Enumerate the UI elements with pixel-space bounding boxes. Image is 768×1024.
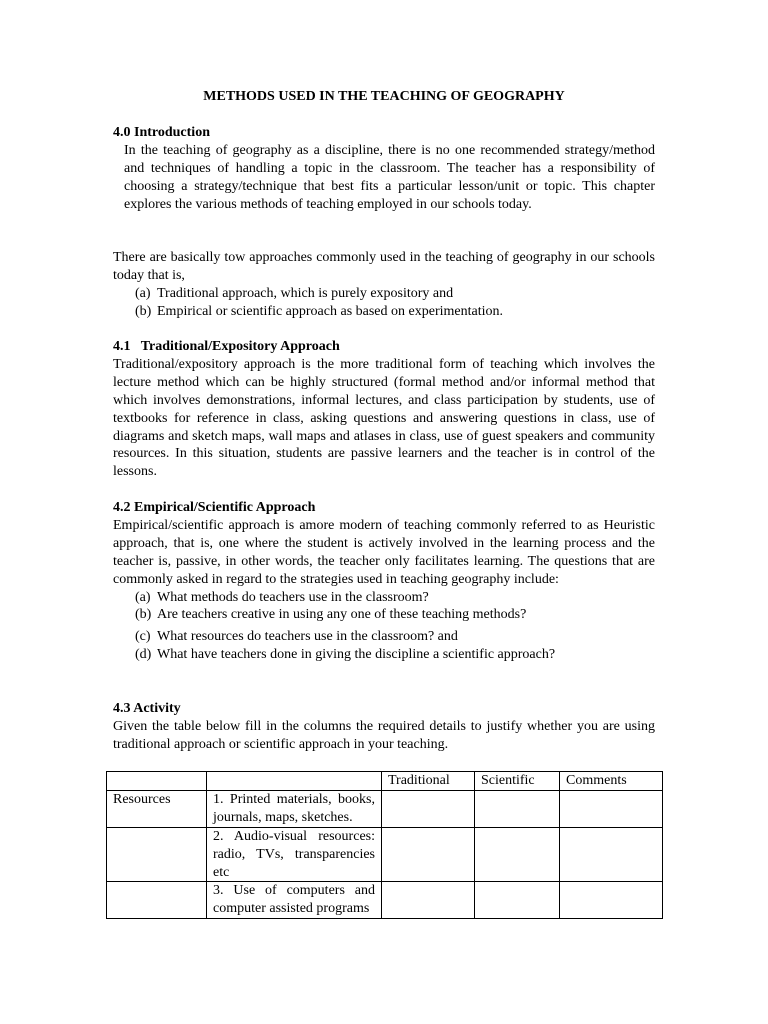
table-cell-traditional[interactable] bbox=[382, 790, 475, 827]
table-cell-item: 1. Printed materials, books, journals, maps, sketches. bbox=[207, 790, 382, 827]
list-item-text: What methods do teachers use in the classroom? bbox=[157, 589, 429, 605]
approaches-paragraph: There are basically tow approaches commonly used in the teaching of geography in our schools today that is, bbox=[113, 250, 655, 283]
section-heading-introduction: 4.0 Introduction bbox=[113, 125, 210, 140]
table-cell-comments[interactable] bbox=[560, 790, 663, 827]
table-row bbox=[107, 790, 663, 827]
table-cell-traditional[interactable] bbox=[382, 882, 475, 919]
table-header-cell bbox=[107, 772, 207, 791]
table-cell-category: Resources bbox=[107, 790, 207, 827]
table-header-row bbox=[107, 772, 663, 791]
list-item bbox=[135, 285, 655, 303]
list-item bbox=[135, 628, 655, 646]
table-cell-traditional[interactable] bbox=[382, 827, 475, 882]
list-item bbox=[135, 646, 655, 664]
list-marker: (b) bbox=[135, 303, 152, 319]
section-heading-traditional: 4.1 Traditional/Expository Approach bbox=[113, 339, 340, 354]
table-header-scientific: Scientific bbox=[475, 772, 560, 791]
list-item bbox=[135, 303, 655, 321]
list-marker: (b) bbox=[135, 607, 152, 623]
list-item-text: What have teachers done in giving the discipline a scientific approach? bbox=[157, 647, 556, 663]
section-approaches bbox=[113, 249, 655, 321]
section-empirical bbox=[113, 499, 655, 664]
list-item-text: Traditional approach, which is purely expository and bbox=[157, 285, 454, 301]
table-header-comments: Comments bbox=[560, 772, 663, 791]
table-cell-scientific[interactable] bbox=[475, 827, 560, 882]
table-header-cell bbox=[207, 772, 382, 791]
introduction-paragraph: In the teaching of geography as a discipline, there is no one recommended strategy/method and techniques of handling a topic in the classroom. The teacher has a responsibility of choosing a strategy/technique that best fits a particular lesson/unit or topic. This chapter explores the various methods of teaching employed in our schools today. bbox=[124, 142, 655, 212]
section-heading-activity: 4.3 Activity bbox=[113, 701, 181, 716]
list-marker: (c) bbox=[135, 629, 151, 645]
table-cell-item: 3. Use of computers and computer assisted programs bbox=[207, 882, 382, 919]
section-introduction bbox=[113, 124, 655, 214]
list-item bbox=[135, 589, 655, 607]
list-marker: (a) bbox=[135, 589, 151, 605]
traditional-paragraph: Traditional/expository approach is the more traditional form of teaching which involves the lecture method which can be highly structured (formal method and/or informal method that which involves demonstrations, informal lectures, and class participation by students, use of textbooks for reference in class, asking questions and answering questions in class, use of diagrams and sketch maps, wall maps and atlases in class, use of guest speakers and community resources. In this situation, students are passive learners and the teacher is in control of the lessons. bbox=[113, 356, 655, 480]
section-traditional bbox=[113, 338, 655, 481]
list-item-text: Empirical or scientific approach as based on experimentation. bbox=[157, 303, 503, 319]
section-heading-empirical: 4.2 Empirical/Scientific Approach bbox=[113, 500, 316, 515]
table-cell-category bbox=[107, 882, 207, 919]
list-marker: (a) bbox=[135, 285, 151, 301]
table-cell-scientific[interactable] bbox=[475, 882, 560, 919]
table-header-traditional: Traditional bbox=[382, 772, 475, 791]
table-cell-scientific[interactable] bbox=[475, 790, 560, 827]
table-cell-category bbox=[107, 827, 207, 882]
list-item-text: What resources do teachers use in the classroom? and bbox=[157, 629, 458, 645]
table-cell-comments[interactable] bbox=[560, 827, 663, 882]
table-cell-item: 2. Audio-visual resources: radio, TVs, transparencies etc bbox=[207, 827, 382, 882]
list-marker: (d) bbox=[135, 647, 152, 663]
empirical-paragraph: Empirical/scientific approach is amore modern of teaching commonly referred to as Heuristic approach, that is, one where the student is actively involved in the learning process and the teacher is, passive, in other words, the teacher only facilitates learning. The questions that are commonly asked in regard to the strategies used in teaching geography include: bbox=[113, 517, 655, 587]
list-item bbox=[135, 606, 655, 624]
activity-paragraph: Given the table below fill in the columns the required details to justify whether you are using traditional approach or scientific approach in your teaching. bbox=[113, 718, 655, 752]
table-cell-comments[interactable] bbox=[560, 882, 663, 919]
table-row bbox=[107, 882, 663, 919]
list-item-text: Are teachers creative in using any one of these teaching methods? bbox=[157, 607, 527, 623]
activity-table bbox=[106, 771, 663, 919]
document-title: METHODS USED IN THE TEACHING OF GEOGRAPHY bbox=[203, 89, 565, 104]
table-row bbox=[107, 827, 663, 882]
section-activity bbox=[113, 700, 655, 754]
